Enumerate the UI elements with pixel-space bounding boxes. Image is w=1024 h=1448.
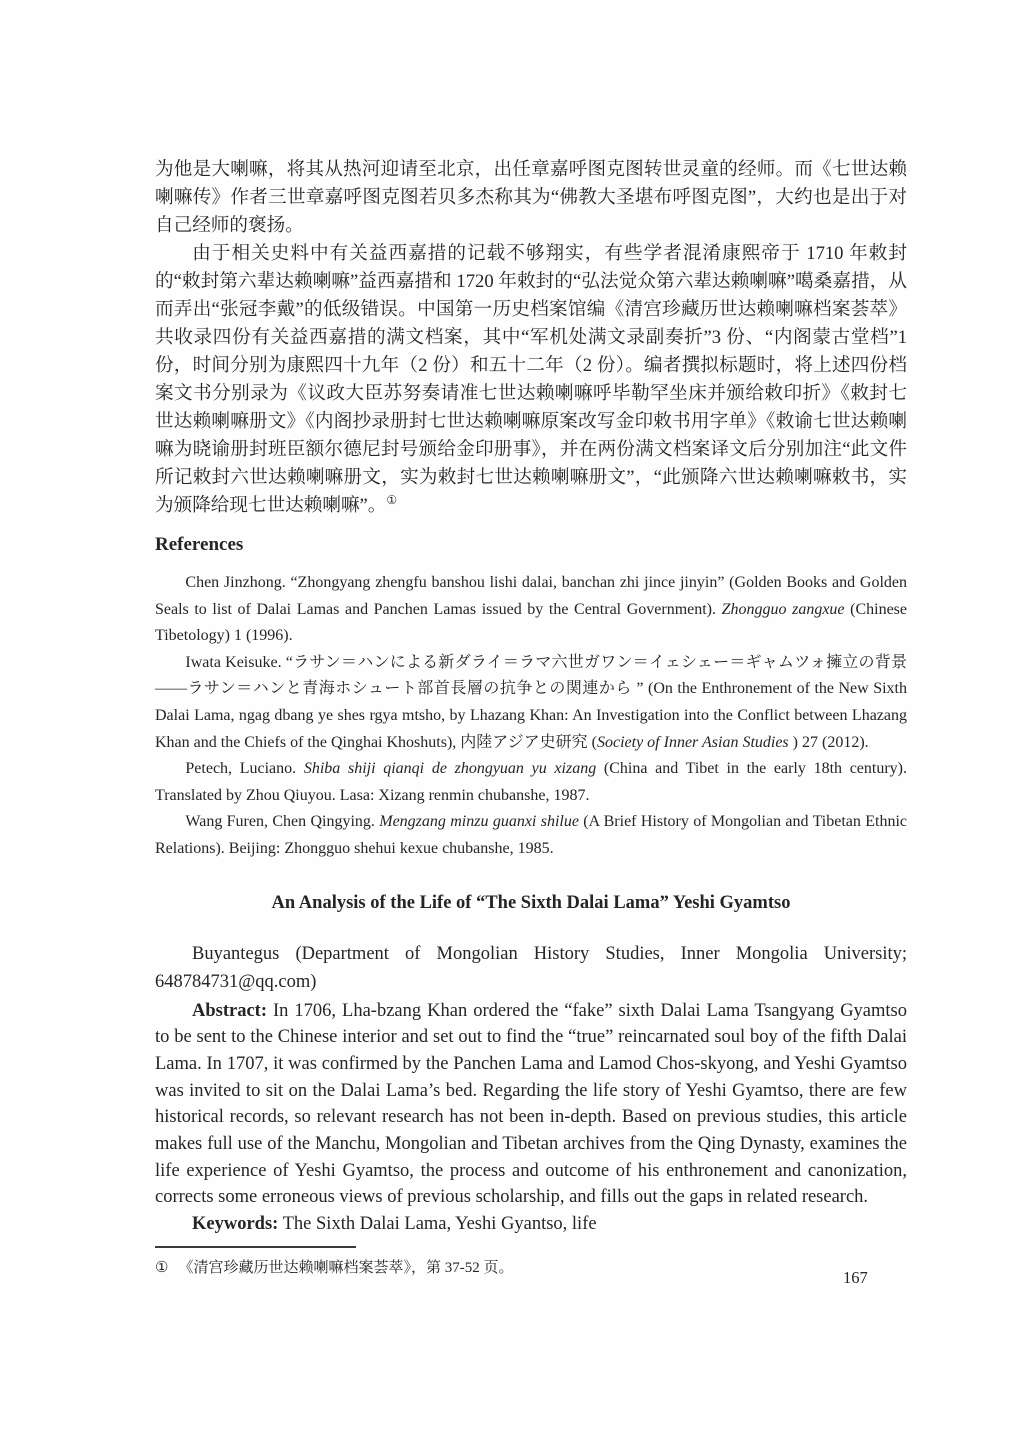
reference-text: (Chinese Tibetology) 1 (1996). [155,600,907,645]
reference-text: Iwata Keisuke. “ラサン＝ハンによる新ダライ＝ラマ六世ガワン＝イェシェー＝ギャムツォ擁立の背景 ——ラサン＝ハンと青海ホシュート部首長層の抗争との関連から ” (On the Enthronement of the New Sixth Dalai Lama, ngag dbang ye shes rgya mtsho, by Lhazang Khan: An Investigation into the Conflict between Lhazang Khan and the Chiefs of the Qinghai Khoshuts), 内陸アジア史研究 ( [155,653,907,751]
reference-entry [155,650,907,756]
reference-title-italic: Mengzang minzu guanxi shilue [379,813,579,831]
reference-text: Chen Jinzhong. “Zhongyang zhengfu banshou lishi dalai, banchan zhi jince jinyin” (Golden Books and Golden Seals to list of Dalai Lamas and Panchen Lamas issued by the Central Government). [155,574,907,618]
reference-title-italic: Shiba shiji qianqi de zhongyuan yu xizang [303,760,597,778]
footnote-text: 《清宫珍藏历世达赖喇嘛档案荟萃》，第 37-52 页。 [178,1260,514,1276]
body-paragraph-text: 由于相关史料中有关益西嘉措的记载不够翔实，有些学者混淆康熙帝于 1710 年敕封的“敕封第六辈达赖喇嘛”益西嘉措和 1720 年敕封的“弘法觉众第六辈达赖喇嘛”噶桑嘉措，从而弄出“张冠李戴”的低级错误。中国第一历史档案馆编《清宫珍藏历世达赖喇嘛档案荟萃》共收录四份有关益西嘉措的满文档案，其中“军机处满文录副奏折”3 份、“内阁蒙古堂档”1 份，时间分别为康熙四十九年（2 份）和五十二年（2 份）。编者撰拟标题时，将上述四份档案文书分别录为《议政大臣苏努奏请准七世达赖喇嘛呼毕勒罕坐床并颁给敕印折》《敕封七世达赖喇嘛册文》《内阁抄录册封七世达赖喇嘛原案改写金印敕书用字单》《敕谕七世达赖喇嘛为晓谕册封班臣额尔德尼封号颁给金印册事》，并在两份满文档案译文后分别加注“此文件所记敕封六世达赖喇嘛册文，实为敕封七世达赖喇嘛册文”，“此颁降六世达赖喇嘛敕书，实为颁降给现七世达赖喇嘛”。 [155,243,907,516]
page-number: 167 [843,1268,868,1287]
body-paragraph [155,240,907,520]
keywords-line [155,1211,907,1238]
footnote-marker: ① [155,1260,169,1276]
abstract-label: Abstract: [192,1000,268,1021]
references-list [155,570,907,863]
reference-entry [155,570,907,650]
page-content [155,156,907,1238]
reference-text: Petech, Luciano. [185,760,304,778]
footnote [155,1256,907,1280]
body-paragraph-continuation: 为他是大喇嘛，将其从热河迎请至北京，出任章嘉呼图克图转世灵童的经师。而《七世达赖喇嘛传》作者三世章嘉呼图克图若贝多杰称其为“佛教大圣堪布呼图克图”，大约也是出于对自己经师的褒扬。 [155,159,907,236]
author-line: Buyantegus (Department of Mongolian History Studies, Inner Mongolia University; 648784731@qq.com) [155,943,907,992]
keywords-text: The Sixth Dalai Lama, Yeshi Gyantso, life [282,1214,597,1235]
reference-entry [155,756,907,809]
article-title: An Analysis of the Life of “The Sixth Dalai Lama” Yeshi Gyamtso [271,892,791,913]
keywords-label: Keywords: [192,1214,279,1235]
reference-text: (China and Tibet in the early 18th century). Translated by Zhou Qiuyou. Lasa: Xizang renmin chubanshe, 1987. [155,760,908,804]
reference-title-italic: Zhongguo zangxue [721,600,845,618]
abstract-paragraph [155,998,907,1212]
abstract-text: In 1706, Lha-bzang Khan ordered the “fake” sixth Dalai Lama Tsangyang Gyamtso to be sent to the Chinese interior and set out to find the “true” reincarnated soul boy of the fifth Dalai Lama. In 1707, it was confirmed by the Panchen Lama and Lamod Chos-skyong, and Yeshi Gyamtso was invited to sit on the Dalai Lama’s bed. Regarding the life story of Yeshi Gyamtso, there are few historical records, so relevant research has not been in-depth. Based on previous studies, this article makes full use of the Manchu, Mongolian and Tibetan archives from the Qing Dynasty, examines the life experience of Yeshi Gyamtso, the process and outcome of his enthronement and canonization, corrects some erroneous views of previous scholarship, and fills out the gaps in related research. [155,1000,907,1208]
references-heading: References [155,534,244,555]
reference-text: ) 27 (2012). [788,733,869,751]
reference-text: Wang Furen, Chen Qingying. [185,813,380,831]
reference-text: (A Brief History of Mongolian and Tibetan Ethnic Relations). Beijing: Zhongguo shehui kexue chubanshe, 1985. [155,813,908,857]
reference-entry [155,809,907,862]
footnote-divider [155,1246,356,1248]
reference-title-italic: Society of Inner Asian Studies [596,733,789,751]
footnote-reference-marker: ① [386,492,398,507]
